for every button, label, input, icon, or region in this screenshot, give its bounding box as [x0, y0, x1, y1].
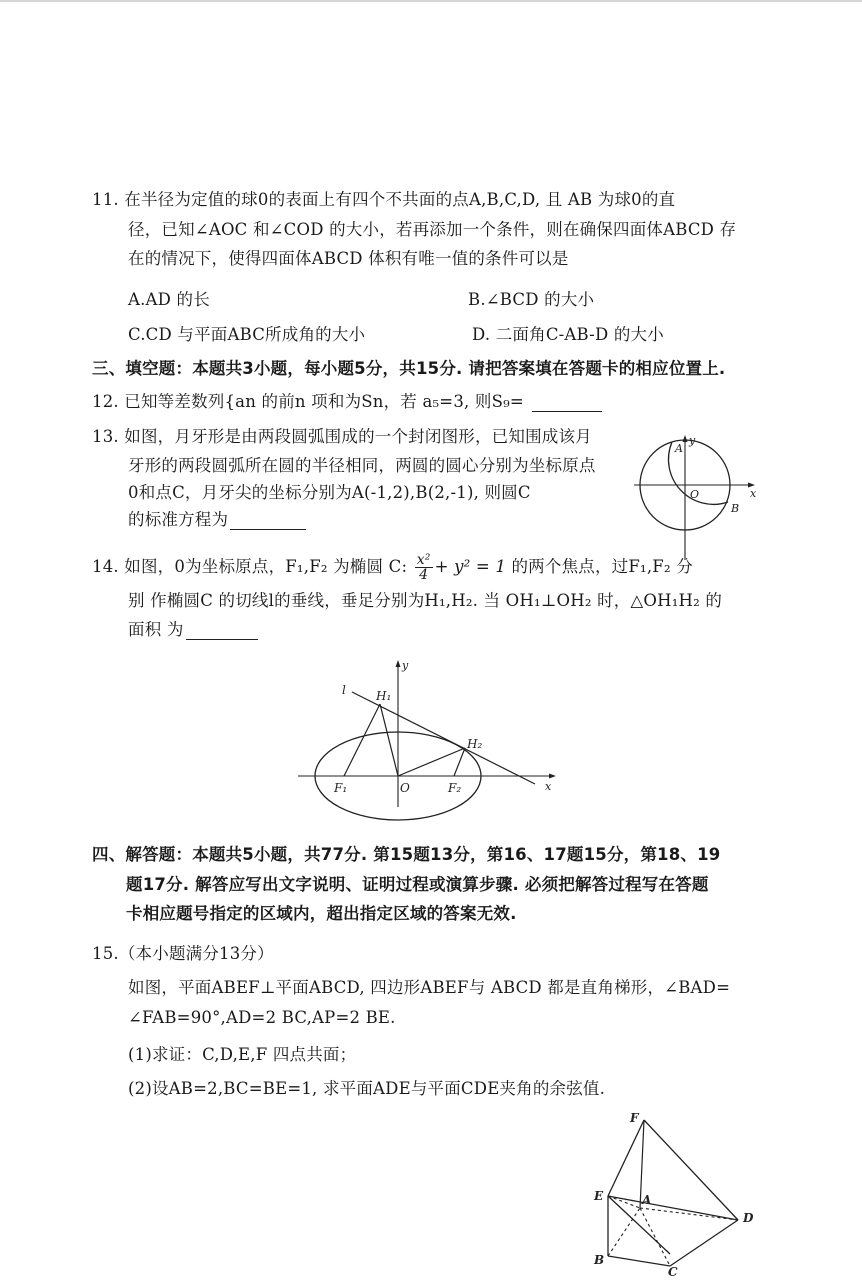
q14-o-h1 [380, 704, 398, 776]
q14-label-h2: H₂ [467, 737, 483, 751]
section4-line2: 题17分. 解答应写出文字说明、证明过程或演算步骤. 必须把解答过程写在答题 [126, 875, 709, 894]
q11-line3: 在的情况下，使得四面体ABCD 体积有唯一值的条件可以是 [128, 249, 569, 268]
edge-cd [670, 1220, 738, 1266]
q14-y-arrow [396, 660, 401, 667]
q13-y-arrow [683, 435, 688, 442]
q13-line1: 13. 如图，月牙形是由两段圆弧围成的一个封闭图形，已知围成该月 [92, 427, 592, 446]
q15-title: 15.（本小题满分13分） [92, 944, 274, 963]
q15-label-b: B [594, 1253, 605, 1267]
edge-bc [608, 1256, 670, 1266]
section4-line3: 卡相应题号指定的区域内，超出指定区域的答案无效. [126, 904, 517, 923]
top-border [0, 0, 862, 2]
edge-ac [640, 1208, 670, 1266]
edge-ec [608, 1196, 670, 1254]
q15-label-d: D [743, 1211, 754, 1225]
q14-label-o: O [400, 781, 410, 795]
q13-answer-blank[interactable] [230, 513, 306, 530]
q12-answer-blank[interactable] [532, 395, 602, 412]
q13-line3: 0和点C，月牙尖的坐标分别为A(-1,2),B(2,-1), 则圆C [128, 483, 531, 502]
q14-label-y: y [402, 659, 409, 672]
q11-option-b: B.∠BCD 的大小 [468, 290, 595, 309]
q14-label-f1: F₁ [334, 781, 348, 795]
q15-solid-figure [588, 1108, 768, 1278]
q14-label-h1: H₁ [376, 689, 392, 703]
q13-label-y: y [689, 434, 696, 447]
q15-line2: ∠FAB=90°,AD=2 BC,AP=2 BE. [128, 1008, 396, 1027]
q15-line1: 如图，平面ABEF⊥平面ABCD, 四边形ABEF与 ABCD 都是直角梯形，∠BAD= [128, 978, 731, 997]
q14-line3: 面积 为 [128, 620, 258, 640]
edge-ad [640, 1208, 738, 1220]
q15-label-f: F [630, 1111, 639, 1125]
q14-label-x: x [545, 780, 552, 793]
q11-line2: 径，已知∠AOC 和∠COD 的大小，若再添加一个条件，则在确保四面体ABCD 存 [128, 220, 737, 239]
q11-option-c: C.CD 与平面ABC所成角的大小 [128, 325, 366, 344]
edge-fe [608, 1120, 644, 1196]
edge-ba [608, 1208, 640, 1256]
q14-fraction: $\frac{\text{x²}}{4}$ [416, 552, 431, 583]
q13-line4: 的标准方程为 [128, 510, 306, 530]
q15-part2: (2)设AB=2,BC=BE=1, 求平面ADE与平面CDE夹角的余弦值. [128, 1079, 606, 1098]
section4-line1: 四、解答题：本题共5小题，共77分. 第15题13分，第16、17题15分，第18、19 [92, 845, 721, 864]
q14-label-l: l [342, 683, 346, 697]
section3-heading: 三、填空题：本题共3小题，每小题5分，共15分. 请把答案填在答题卡的相应位置上. [92, 359, 726, 378]
q14-ellipse-figure [290, 652, 560, 812]
q11-option-a: A.AD 的长 [128, 290, 210, 309]
q13-line2: 牙形的两段圆弧所在圆的半径相同，两圆的圆心分别为坐标原点 [128, 456, 596, 475]
q13-label-a: A [675, 442, 683, 455]
q14-x-arrow [549, 774, 556, 779]
q14-answer-blank[interactable] [186, 623, 258, 640]
q12-text: 12. 已知等差数列{an 的前n 项和为Sn，若 a₅=3, 则S₉= [92, 392, 602, 412]
edge-ea [608, 1196, 640, 1208]
q13-crescent-figure [628, 430, 758, 570]
q14-line2: 别 作椭圆C 的切线l的垂线，垂足分别为H₁,H₂. 当 OH₁⊥OH₂ 时，△OH₁H₂ 的 [128, 591, 723, 610]
q15-label-e: E [594, 1189, 604, 1203]
q13-label-b: B [731, 502, 740, 515]
q15-part1: (1)求证：C,D,E,F 四点共面； [128, 1045, 357, 1064]
q14-o-h2 [398, 748, 465, 776]
q13-label-x: x [750, 487, 757, 500]
q14-line1: 14. 如图，0为坐标原点，F₁,F₂ 为椭圆 C: $\frac{\text{x²}}{4}$ + y² = 1 的两个焦点，过F₁,F₂ 分 [92, 552, 693, 583]
q14-label-f2: F₂ [448, 781, 462, 795]
q11-option-d: D. 二面角C-AB-D 的大小 [472, 325, 664, 344]
q11-line1: 11. 在半径为定值的球0的表面上有四个不共面的点A,B,C,D, 且 AB 为球0的直 [92, 190, 676, 209]
q13-label-o: O [690, 488, 700, 501]
q15-label-a: A [642, 1193, 652, 1207]
q15-label-c: C [668, 1265, 678, 1279]
